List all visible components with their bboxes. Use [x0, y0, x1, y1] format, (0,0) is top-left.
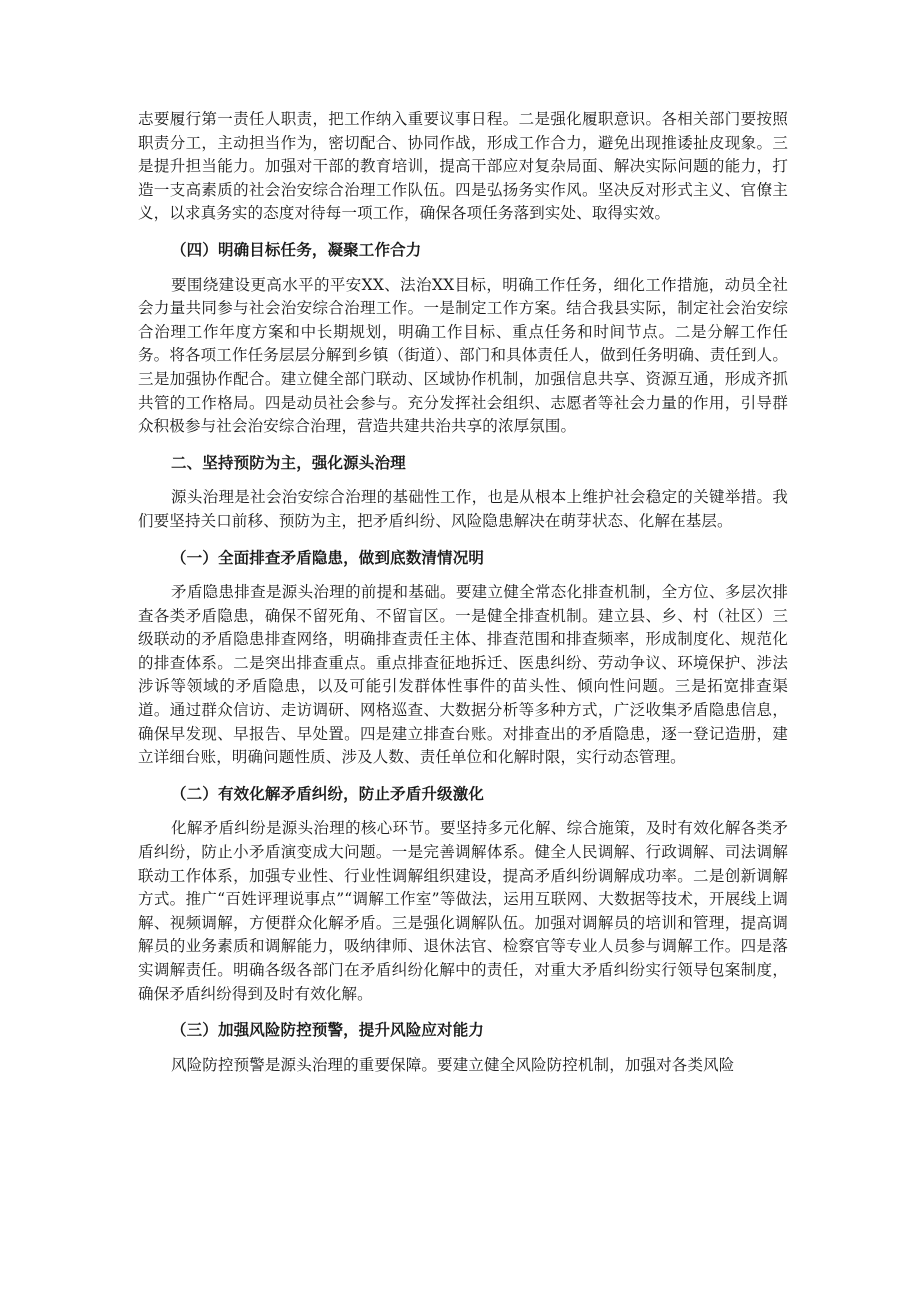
paragraph-goals: 要围绕建设更高水平的平安XX、法治XX目标，明确工作任务，细化工作措施，动员全社会力量共同参与社会治安综合治理工作。一是制定工作方案。结合我县实际，制定社会治安综合治理工作年度方案和中长期规划，明确工作目标、重点任务和时间节点。二是分解工作任务。将各项工作任务层层分解到乡镇（街道）、部门和具体责任人，做到任务明确、责任到人。三是加强协作配合。建立健全部门联动、区域协作机制，加强信息共享、资源互通，形成齐抓共管的工作格局。四是动员社会参与。充分发挥社会组织、志愿者等社会力量的作用，引导群众积极参与社会治安综合治理，营造共建共治共享的浓厚氛围。 [138, 275, 788, 436]
paragraph-investigation: 矛盾隐患排查是源头治理的前提和基础。要建立健全常态化排查机制，全方位、多层次排查各类矛盾隐患，确保不留死角、不留盲区。一是健全排查机制。建立县、乡、村（社区）三级联动的矛盾隐患排查网络，明确排查责任主体、排查范围和排查频率，形成制度化、规范化的排查体系。二是突出排查重点。重点排查征地拆迁、医患纠纷、劳动争议、环境保护、涉法涉诉等领域的矛盾隐患，以及可能引发群体性事件的苗头性、倾向性问题。三是拓宽排查渠道。通过群众信访、走访调研、网格巡查、大数据分析等多种方式，广泛收集矛盾隐患信息，确保早发现、早报告、早处置。四是建立排查台账。对排查出的矛盾隐患，逐一登记造册，建立详细台账，明确问题性质、涉及人数、责任单位和化解时限，实行动态管理。 [138, 583, 788, 767]
heading-chapter-2: 二、坚持预防为主，强化源头治理 [171, 452, 406, 472]
heading-subsection-3: （三）加强风险防控预警，提升风险应对能力 [171, 1020, 485, 1040]
document-body [138, 108, 788, 1077]
heading-section-4: （四）明确目标任务，凝聚工作合力 [171, 239, 422, 259]
paragraph-responsibility: 志要履行第一责任人职责，把工作纳入重要议事日程。二是强化履职意识。各相关部门要按照职责分工，主动担当作为，密切配合、协同作战，形成工作合力，避免出现推诿扯皮现象。三是提升担当能力。加强对干部的教育培训，提高干部应对复杂局面、解决实际问题的能力，打造一支高素质的社会治安综合治理工作队伍。四是弘扬务实作风。坚决反对形式主义、官僚主义，以求真务实的态度对待每一项工作，确保各项任务落到实处、取得实效。 [138, 110, 788, 223]
heading-subsection-2: （二）有效化解矛盾纠纷，防止矛盾升级激化 [171, 783, 485, 803]
paragraph-risk-prevention: 风险防控预警是源头治理的重要保障。要建立健全风险防控机制，加强对各类风险 [171, 1055, 735, 1074]
paragraph-source-governance: 源头治理是社会治安综合治理的基础性工作，也是从根本上维护社会稳定的关键举措。我们要坚持关口前移、预防为主，把矛盾纠纷、风险隐患解决在萌芽状态、化解在基层。 [138, 488, 788, 530]
heading-subsection-1: （一）全面排查矛盾隐患，做到底数清情况明 [171, 547, 485, 567]
paragraph-mediation: 化解矛盾纠纷是源头治理的核心环节。要坚持多元化解、综合施策，及时有效化解各类矛盾纠纷，防止小矛盾演变成大问题。一是完善调解体系。健全人民调解、行政调解、司法调解联动工作体系，加强专业性、行业性调解组织建设，提高矛盾纠纷调解成功率。二是创新调解方式。推广“百姓评理说事点”“调解工作室”等做法，运用互联网、大数据等技术，开展线上调解、视频调解，方便群众化解矛盾。三是强化调解队伍。加强对调解员的培训和管理，提高调解员的业务素质和调解能力，吸纳律师、退休法官、检察官等专业人员参与调解工作。四是落实调解责任。明确各级各部门在矛盾纠纷化解中的责任，对重大矛盾纠纷实行领导包案制度，确保矛盾纠纷得到及时有效化解。 [138, 819, 788, 1003]
